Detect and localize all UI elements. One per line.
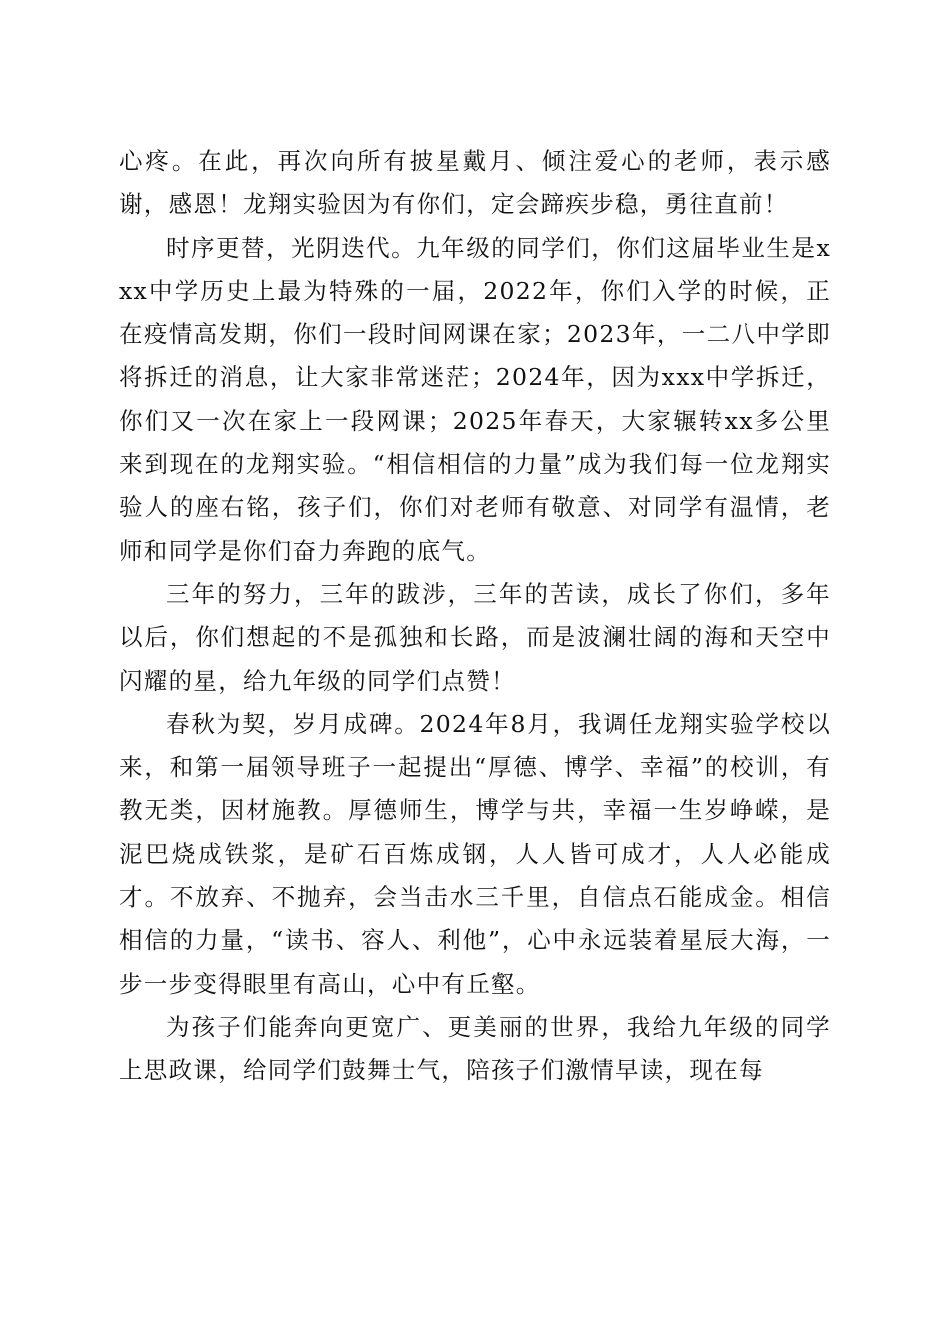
paragraph-3: 三年的努力，三年的跋涉，三年的苦读，成长了你们，多年以后，你们想起的不是孤独和长路，而是波澜壮阔的海和天空中闪耀的星，给九年级的同学们点赞！ <box>119 579 831 695</box>
paragraph-5: 为孩子们能奔向更宽广、更美丽的世界，我给九年级的同学上思政课，给同学们鼓舞士气，陪孩子们激情早读，现在每 <box>119 1012 831 1085</box>
paragraph-1: 心疼。在此，再次向所有披星戴月、倾注爱心的老师，表示感谢，感恩！龙翔实验因为有你们，定会蹄疾步稳，勇往直前！ <box>119 147 831 219</box>
document-page <box>119 140 831 1093</box>
paragraph-2: 时序更替，光阴迭代。九年级的同学们，你们这届毕业生是xxx中学历史上最为特殊的一届，2022年，你们入学的时候，正在疫情高发期，你们一段时间网课在家；2023年，一二八中学即将拆迁的消息，让大家非常迷茫；2024年，因为xxx中学拆迁，你们又一次在家上一段网课；2025年春天，大家辗转xx多公里来到现在的龙翔实验。“相信相信的力量”成为我们每一位龙翔实验人的座右铭，孩子们，你们对老师有敬意、对同学有温情，老师和同学是你们奋力奔跑的底气。 <box>119 233 831 565</box>
paragraph-4: 春秋为契，岁月成碑。2024年8月，我调任龙翔实验学校以来，和第一届领导班子一起提出“厚德、博学、幸福”的校训，有教无类，因材施教。厚德师生，博学与共，幸福一生岁峥嵘，是泥巴烧成铁浆，是矿石百炼成钢，人人皆可成才，人人必能成才。不放弃、不抛弃，会当击水三千里，自信点石能成金。相信相信的力量，“读书、容人、利他”，心中永远装着星辰大海，一步一步变得眼里有高山，心中有丘壑。 <box>119 709 831 998</box>
